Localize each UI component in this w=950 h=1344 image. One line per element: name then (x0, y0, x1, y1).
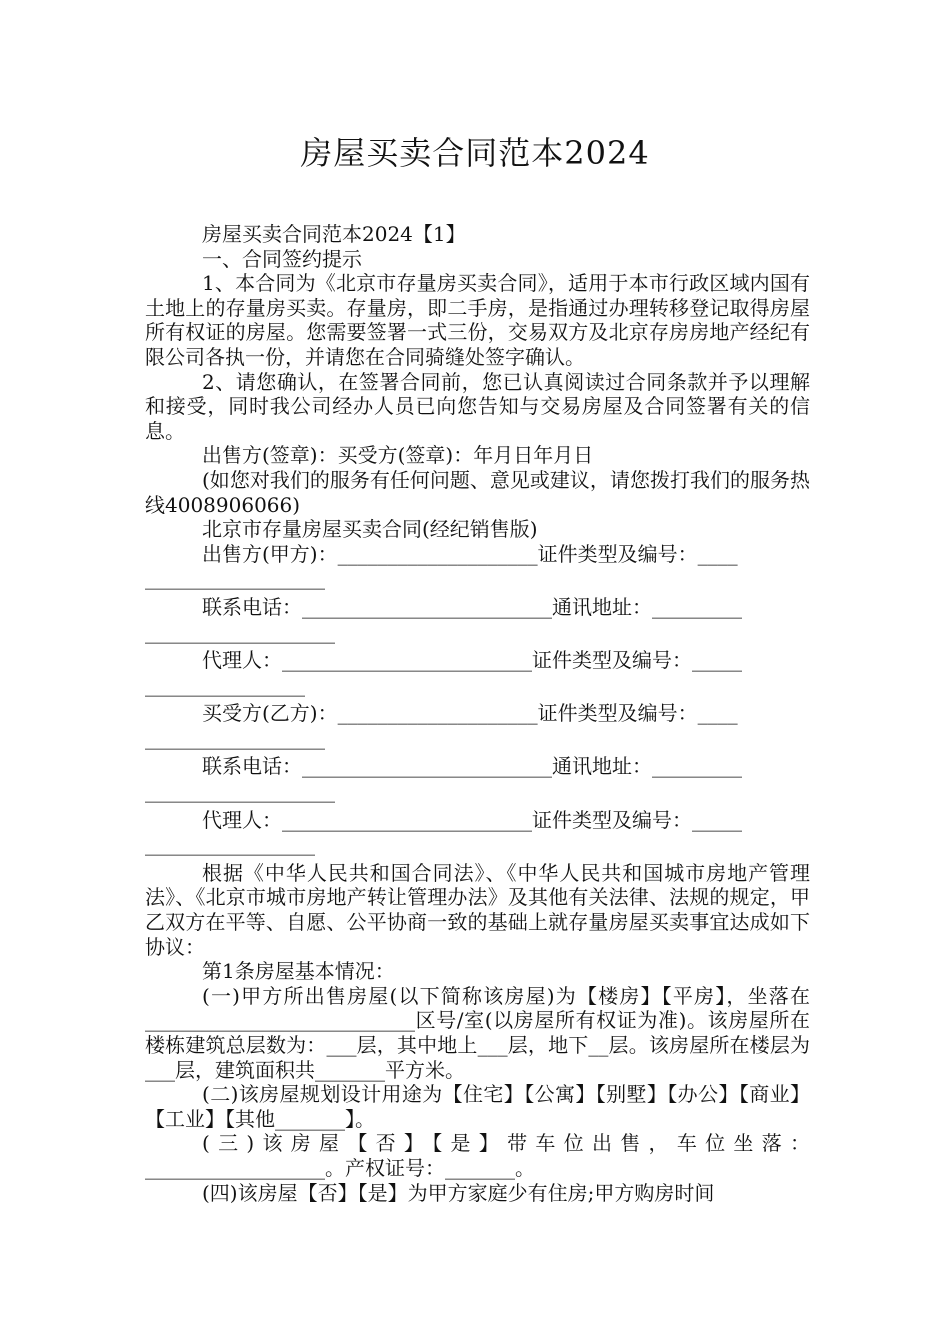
seller-name-field-cont: __________________ (145, 566, 325, 591)
seller-name-field: 出售方(甲方)：____________________证件类型及编号：____ (202, 541, 738, 566)
document-body (145, 222, 810, 1205)
article-1-heading: 第1条房屋基本情况： (202, 959, 395, 984)
contract-name: 北京市存量房屋买卖合同(经纪销售版) (202, 517, 538, 542)
buyer-phone-field: 联系电话：_________________________通讯地址：_________ (202, 754, 742, 779)
buyer-name-field-cont: __________________ (145, 725, 325, 750)
buyer-agent-field-cont: _________________ (145, 832, 315, 857)
seller-agent-field: 代理人：_________________________证件类型及编号：_____ (202, 648, 742, 673)
notice-heading: 一、合同签约提示 (202, 246, 362, 271)
hotline-paragraph: (如您对我们的服务有任何问题、意见或建议，请您拨打我们的服务热线4008906066) (145, 467, 810, 517)
clause-2: (二)该房屋规划设计用途为【住宅】【公寓】【别墅】【办公】【商业】【工业】【其他_______】。 (145, 1082, 810, 1131)
clause-4: (四)该房屋【否】【是】为甲方家庭少有住房;甲方购房时间 (202, 1180, 715, 1205)
section-heading: 房屋买卖合同范本2024【1】 (202, 222, 466, 246)
clause-1: (一)甲方所出售房屋(以下简称该房屋)为【楼房】【平房】，坐落在___________________________区号/室(以房屋所有权证为准)。该房屋所在楼栋建筑总层数为：___层，其中地上___层，地下__层。该房屋所在楼层为___层，建筑面积共_______平方米。 (145, 983, 810, 1082)
clause-3: (三)该房屋【否】【是】带车位出售，车位坐落：__________________。产权证号：_______。 (145, 1131, 810, 1180)
buyer-agent-field: 代理人：_________________________证件类型及编号：_____ (202, 807, 742, 832)
seller-agent-field-cont: ________________ (145, 672, 305, 697)
seller-phone-field-cont: ___________________ (145, 619, 335, 644)
seller-phone-field: 联系电话：_________________________通讯地址：_________ (202, 594, 742, 619)
document-title: 房屋买卖合同范本2024 (300, 134, 650, 172)
signature-line: 出售方(签章)：买受方(签章)：年月日年月日 (202, 443, 594, 468)
buyer-name-field: 买受方(乙方)：____________________证件类型及编号：____ (202, 701, 738, 726)
legal-basis-paragraph: 根据《中华人民共和国合同法》、《中华人民共和国城市房地产管理法》、《北京市城市房地产转让管理办法》及其他有关法律、法规的规定，甲乙双方在平等、自愿、公平协商一致的基础上就存量房屋买卖事宜达成如下协议： (145, 860, 810, 959)
notice-paragraph-2: 2、请您确认，在签署合同前，您已认真阅读过合同条款并予以理解和接受，同时我公司经办人员已向您告知与交易房屋及合同签署有关的信息。 (145, 369, 810, 443)
notice-paragraph-1: 1、本合同为《北京市存量房买卖合同》，适用于本市行政区域内国有土地上的存量房买卖。存量房，即二手房，是指通过办理转移登记取得房屋所有权证的房屋。您需要签署一式三份，交易双方及北京存房房地产经纪有限公司各执一份，并请您在合同骑缝处签字确认。 (145, 271, 810, 369)
buyer-phone-field-cont: ___________________ (145, 779, 335, 804)
